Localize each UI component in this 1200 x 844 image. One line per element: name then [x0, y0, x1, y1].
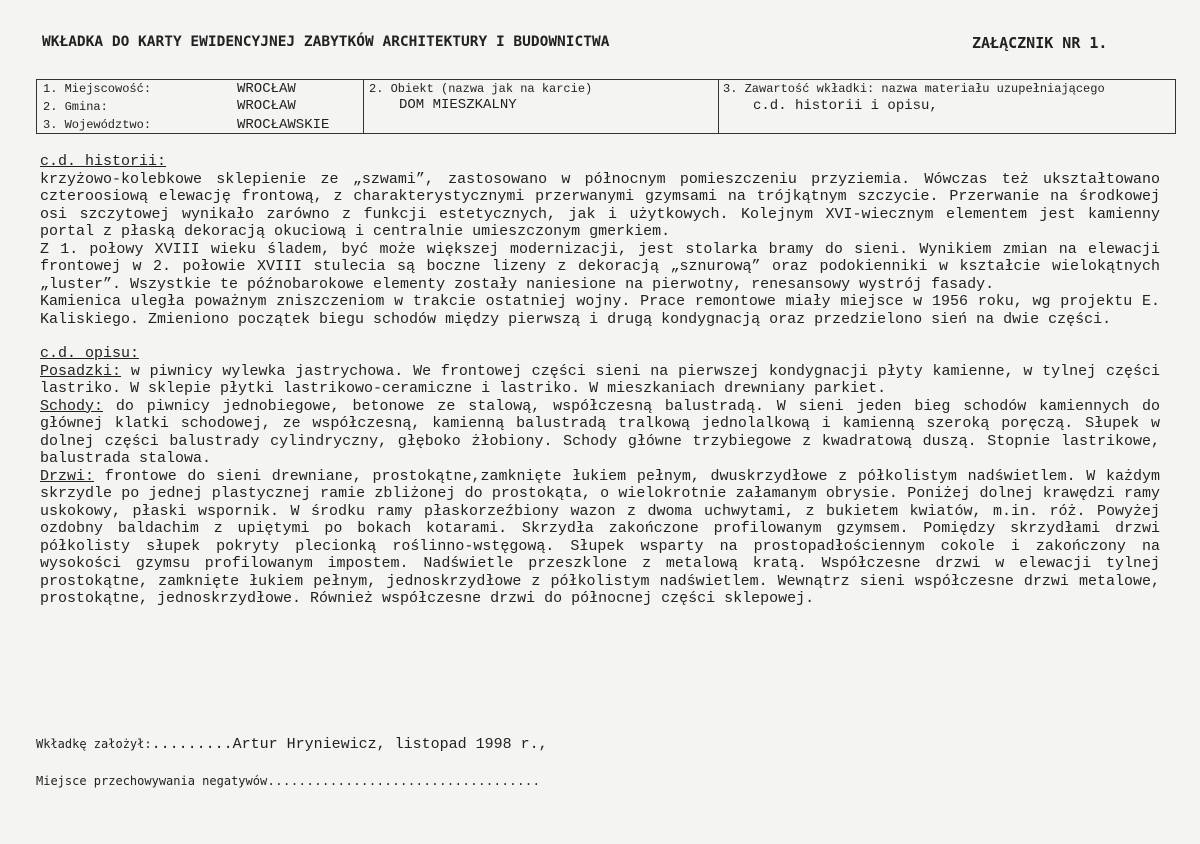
doors-paragraph: [40, 468, 1160, 608]
object-value: DOM MIESZKALNY: [399, 97, 517, 113]
form-table: [36, 79, 1176, 134]
stairs-paragraph: [40, 398, 1160, 468]
voivodeship-label: 3. Województwo:: [43, 118, 152, 132]
column-divider: [363, 80, 364, 133]
locality-value: WROCŁAW: [237, 81, 296, 97]
contents-label: 3. Zawartość wkładki: nazwa materiału uzupełniającego: [723, 82, 1105, 96]
history-paragraph-1: krzyżowo-kolebkowe sklepienie ze „szwami”, zastosowano w północnym pomieszczeniu przyziemia. Wówczas też ukształtowano czteroosiową elewację frontową, z charakterystycznymi przerwanymi gzymsami na trójkątnym szczycie. Przerwanie na środkowej osi szczytowej wynikało zarówno z funkcji estetycznych, jak i użytkowych. Kolejnym XVI-wiecznym elementem jest kamienny portal z płaską dekoracją okuciową i centralnie umieszczonym gmerkiem.: [40, 170, 1160, 240]
storage-label: Miejsce przechowywania negatywów: [36, 774, 268, 788]
storage-line: [36, 774, 540, 789]
commune-label: 2. Gmina:: [43, 100, 108, 114]
author-line: [36, 736, 548, 753]
doors-label: Drzwi:: [40, 467, 95, 485]
history-heading: c.d. historii:: [40, 153, 167, 170]
floors-paragraph: [40, 363, 1160, 398]
floors-text: w piwnicy wylewka jastrychowa. We frontowej części sieni na pierwszej kondygnacji płyty kamienne, w tylnej części lastriko. W sklepie płytki lastrikowo-ceramiczne i lastriko. W mieszkaniach drewniany parkiet.: [40, 362, 1160, 397]
object-label: 2. Obiekt (nazwa jak na karcie): [369, 82, 593, 96]
voivodeship-value: WROCŁAWSKIE: [237, 117, 330, 133]
commune-value: WROCŁAW: [237, 98, 296, 114]
floors-label: Posadzki:: [40, 362, 122, 380]
storage-value: ...................................: [267, 774, 541, 789]
document-body: [40, 153, 1160, 608]
author-label: Wkładkę założył:: [36, 737, 152, 751]
contents-value: c.d. historii i opisu,: [753, 98, 938, 114]
column-divider: [718, 80, 719, 133]
attachment-number: ZAŁĄCZNIK NR 1.: [972, 34, 1108, 52]
description-heading: c.d. opisu:: [40, 345, 140, 362]
history-paragraph-2: Z 1. połowy XVIII wieku śladem, być może większej modernizacji, jest stolarka bramy do sieni. Wynikiem zmian na elewacji frontowej w 2. połowie XVIII stulecia są boczne lizeny z dekoracją „sznurową” oraz podokienniki w kształcie wielokątnych „luster”. Wszystkie te późnobarokowe elementy zostały naniesione na pierwotny, renesansowy wystrój fasady.: [40, 240, 1160, 293]
stairs-text: do piwnicy jednobiegowe, betonowe ze stalową, współczesną balustradą. W sieni jeden bieg schodów kamiennych do głównej klatki schodowej, ze współczesną, kamienną balustradą tralkową jednolalkową i kamienną szeroką poręczą. Słupek w dolnej części balustrady cylindryczny, głęboko żłobiony. Schody główne trzybiegowe z kwadratową duszą. Stopnie lastrikowe, balustrada stalowa.: [40, 397, 1160, 467]
author-value: .........Artur Hryniewicz, listopad 1998 r.,: [151, 736, 548, 753]
document-title: WKŁADKA DO KARTY EWIDENCYJNEJ ZABYTKÓW ARCHITEKTURY I BUDOWNICTWA: [42, 34, 610, 50]
doors-text: frontowe do sieni drewniane, prostokątne,zamknięte łukiem pełnym, dwuskrzydłowe z półkolistym nadświetlem. W każdym skrzydle po jednej plastycznej ramie zbliżonej do prostokąta, o wielokrotnie załamanym obrysie. Poniżej dolnej krawędzi ramy uskokowy, płaski wspornik. W środku ramy płaskorzeźbiony wazon z dwoma uchwytami, z bukietem kwiatów, m.in. róż. Powyżej ozdobny baldachim z upiętymi po bokach kotarami. Skrzydła zakończone profilowanym gzymsem. Pomiędzy skrzydłami drzwi półkolisty słupek pokryty plecionką roślinno-wstęgową. Słupek wsparty na prostopadłościennym cokole i zakończony na wysokości gzymsu profilowanym impostem. Nadświetle przeszklone z metalową kratą. Współczesne drzwi w elewacji tylnej prostokątne, zamknięte łukiem pełnym, jednoskrzydłowe z półkolistym nadświetlem. Wewnątrz sieni współczesne drzwi metalowe, prostokątne, jednoskrzydłowe. Również współczesne drzwi do północnej części sklepowej.: [40, 467, 1160, 607]
locality-label: 1. Miejscowość:: [43, 82, 152, 96]
history-paragraph-3: Kamienica uległa poważnym zniszczeniom w trakcie ostatniej wojny. Prace remontowe miały miejsce w 1956 roku, wg projektu E. Kaliskiego. Zmieniono początek biegu schodów między pierwszą i drugą kondygnacją oraz przedzielono sień na dwie części.: [40, 293, 1160, 328]
stairs-label: Schody:: [40, 397, 104, 415]
